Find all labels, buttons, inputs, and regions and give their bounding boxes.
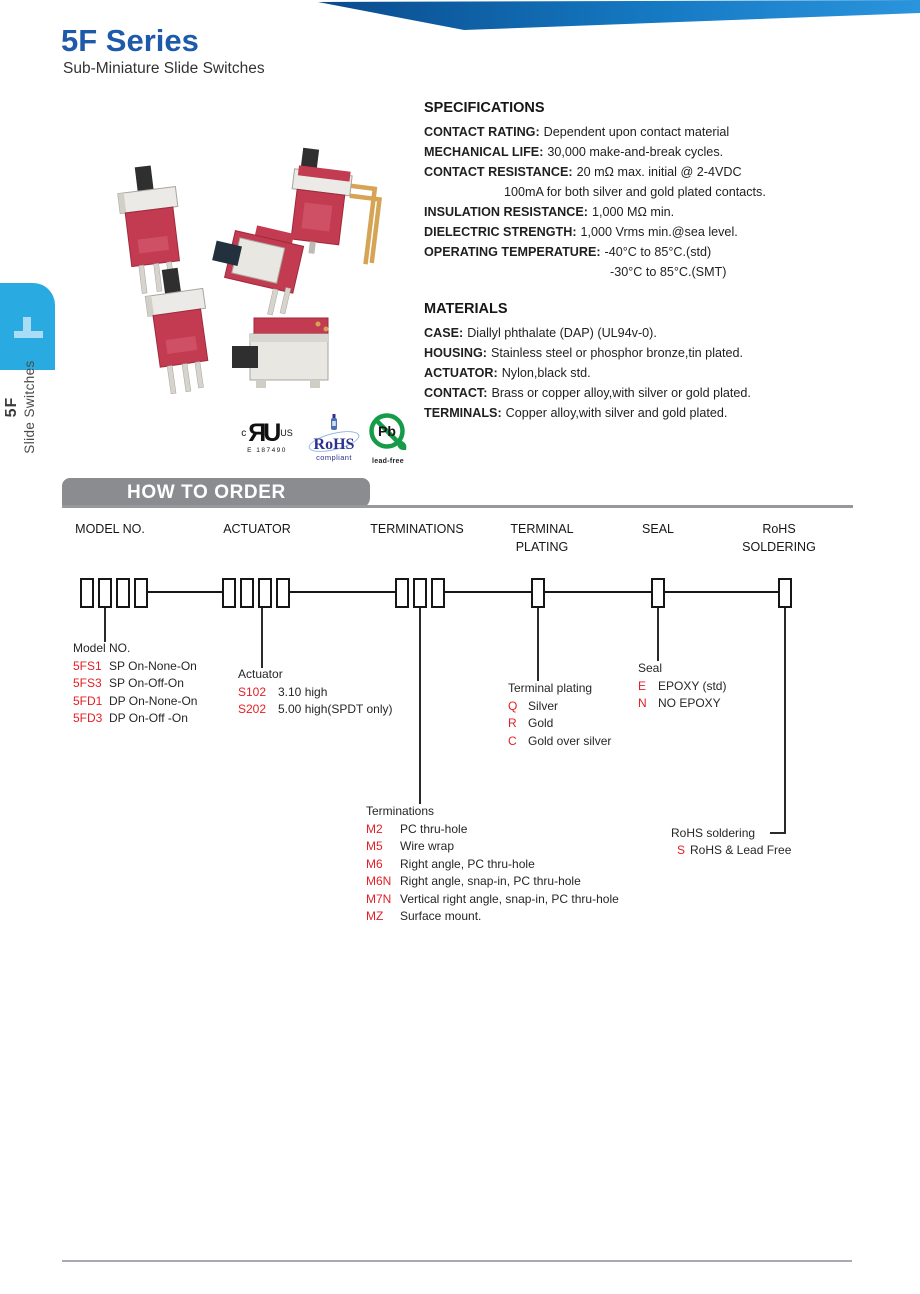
list-item: Q Silver <box>508 698 559 713</box>
how-to-order-banner: HOW TO ORDER <box>62 478 370 508</box>
list-item: S202 5.00 high(SPDT only) <box>238 702 393 716</box>
drop-line-seal <box>657 608 659 661</box>
material-row: CONTACT: Brass or copper alloy,with silver or gold plated. <box>424 386 751 400</box>
terminal-plating-list-title: Terminal plating <box>508 681 593 695</box>
order-box-terminations-3 <box>431 578 445 608</box>
ul-c-label: c <box>241 427 247 439</box>
material-row: CASE: Diallyl phthalate (DAP) (UL94v-0). <box>424 326 657 340</box>
connector-line <box>290 591 395 593</box>
spec-row: -30°C to 85°C.(SMT) <box>610 265 727 279</box>
order-box-model-3 <box>116 578 130 608</box>
switch-illustration-5 <box>232 318 329 388</box>
list-item: M6 Right angle, PC thru-hole <box>366 856 535 871</box>
actuator-list <box>238 666 393 719</box>
list-item: R Gold <box>508 716 554 730</box>
sidebar-series-label: 5F <box>3 396 20 418</box>
sidebar-label <box>2 322 48 492</box>
spec-row: MECHANICAL LIFE: 30,000 make-and-break cycles. <box>424 145 724 159</box>
spec-row: DIELECTRIC STRENGTH: 1,000 Vrms min.@sea level. <box>424 225 738 239</box>
rohs-logo <box>305 414 363 462</box>
rohs-soldering-title: RoHS soldering <box>671 826 756 840</box>
order-box-model-2 <box>98 578 112 608</box>
pb-symbol: Pb <box>378 423 396 439</box>
ul-file-number: E 187490 <box>247 447 287 454</box>
spec-row: CONTACT RESISTANCE: 20 mΩ max. initial @ 2-4VDC <box>424 165 742 179</box>
ul-logo <box>238 420 296 454</box>
order-box-model-1 <box>80 578 94 608</box>
ul-recognized-icon: ЯU <box>248 419 279 447</box>
spec-row: 100mA for both silver and gold plated contacts. <box>504 185 766 199</box>
column-header-terminal-plating: TERMINAL PLATING <box>510 522 574 554</box>
drop-line-actuator <box>261 608 263 668</box>
list-item: M5 Wire wrap <box>366 839 455 853</box>
drop-line-terminations <box>419 608 421 804</box>
model-list <box>73 640 197 728</box>
drop-line-rohs <box>784 608 786 834</box>
list-item: M2 PC thru-hole <box>366 821 468 836</box>
switch-illustration-4 <box>142 265 217 396</box>
spec-row: CONTACT RATING: Dependent upon contact material <box>424 125 730 139</box>
pb-free-icon <box>366 412 410 454</box>
order-box-actuator-1 <box>222 578 236 608</box>
list-item: 5FS3 SP On-Off-On <box>73 676 184 690</box>
list-item: S102 3.10 high <box>238 684 328 699</box>
actuator-list-title: Actuator <box>238 667 283 681</box>
rohs-compliant-label: compliant <box>316 453 352 462</box>
column-header-rohs-soldering: RoHS SOLDERING <box>742 522 816 554</box>
connector-line <box>148 591 222 593</box>
order-box-seal <box>651 578 665 608</box>
material-row: TERMINALS: Copper alloy,with silver and gold plated. <box>424 406 728 420</box>
list-item: 5FS1 SP On-None-On <box>73 658 197 673</box>
list-item: E EPOXY (std) <box>638 678 727 693</box>
page-title: 5F Series <box>61 23 199 58</box>
materials-section <box>424 301 884 423</box>
seal-list <box>638 660 726 713</box>
rohs-elbow-line <box>770 832 786 834</box>
connector-line <box>545 591 651 593</box>
connector-line <box>665 591 778 593</box>
list-item: M7N Vertical right angle, snap-in, PC thru-hole <box>366 891 619 906</box>
column-header-actuator: ACTUATOR <box>223 522 291 536</box>
order-box-actuator-3 <box>258 578 272 608</box>
list-item: M6N Right angle, snap-in, PC thru-hole <box>366 874 581 888</box>
leadfree-label: lead-free <box>372 458 404 465</box>
materials-title: MATERIALS <box>424 301 508 317</box>
rohs-label: RoHS <box>313 436 355 453</box>
column-header-seal: SEAL <box>642 522 674 536</box>
model-list-title: Model NO. <box>73 641 131 655</box>
list-item: 5FD3 DP On-Off -On <box>73 711 188 725</box>
order-section-divider <box>62 505 853 508</box>
specifications-title: SPECIFICATIONS <box>424 100 545 116</box>
footer-divider <box>62 1260 852 1262</box>
order-box-rohs <box>778 578 792 608</box>
list-item: MZ Surface mount. <box>366 909 482 923</box>
switch-illustration-3 <box>203 217 306 318</box>
list-item: N NO EPOXY <box>638 696 721 710</box>
rohs-bottle-icon <box>328 414 340 431</box>
product-photo <box>100 140 400 400</box>
drop-line-model <box>104 608 106 642</box>
spec-row: INSULATION RESISTANCE: 1,000 MΩ min. <box>424 205 675 219</box>
specifications-section <box>424 100 884 282</box>
list-item: C Gold over silver <box>508 733 612 748</box>
material-row: HOUSING: Stainless steel or phosphor bronze,tin plated. <box>424 346 743 360</box>
spec-row: OPERATING TEMPERATURE: -40°C to 85°C.(std) <box>424 245 712 259</box>
seal-list-title: Seal <box>638 661 663 675</box>
pb-free-logo <box>362 412 414 465</box>
terminal-plating-list <box>508 680 611 750</box>
column-header-model-no: MODEL NO. <box>75 522 145 536</box>
order-box-actuator-4 <box>276 578 290 608</box>
material-row: ACTUATOR: Nylon,black std. <box>424 366 591 380</box>
terminations-list-title: Terminations <box>366 804 435 818</box>
order-box-actuator-2 <box>240 578 254 608</box>
drop-line-terminal-plating <box>537 608 539 681</box>
order-box-terminations-2 <box>413 578 427 608</box>
connector-line <box>445 591 531 593</box>
list-item: 5FD1 DP On-None-On <box>73 693 198 708</box>
sidebar-category-label: Slide Switches <box>22 360 37 454</box>
order-box-model-4 <box>134 578 148 608</box>
column-header-terminations: TERMINATIONS <box>370 522 464 536</box>
terminations-list <box>366 803 619 926</box>
page-subtitle: Sub-Miniature Slide Switches <box>63 60 265 77</box>
rohs-soldering-item: S RoHS & Lead Free <box>677 843 792 857</box>
order-box-terminations-1 <box>395 578 409 608</box>
ul-us-label: US <box>280 428 293 438</box>
order-box-terminal-plating <box>531 578 545 608</box>
